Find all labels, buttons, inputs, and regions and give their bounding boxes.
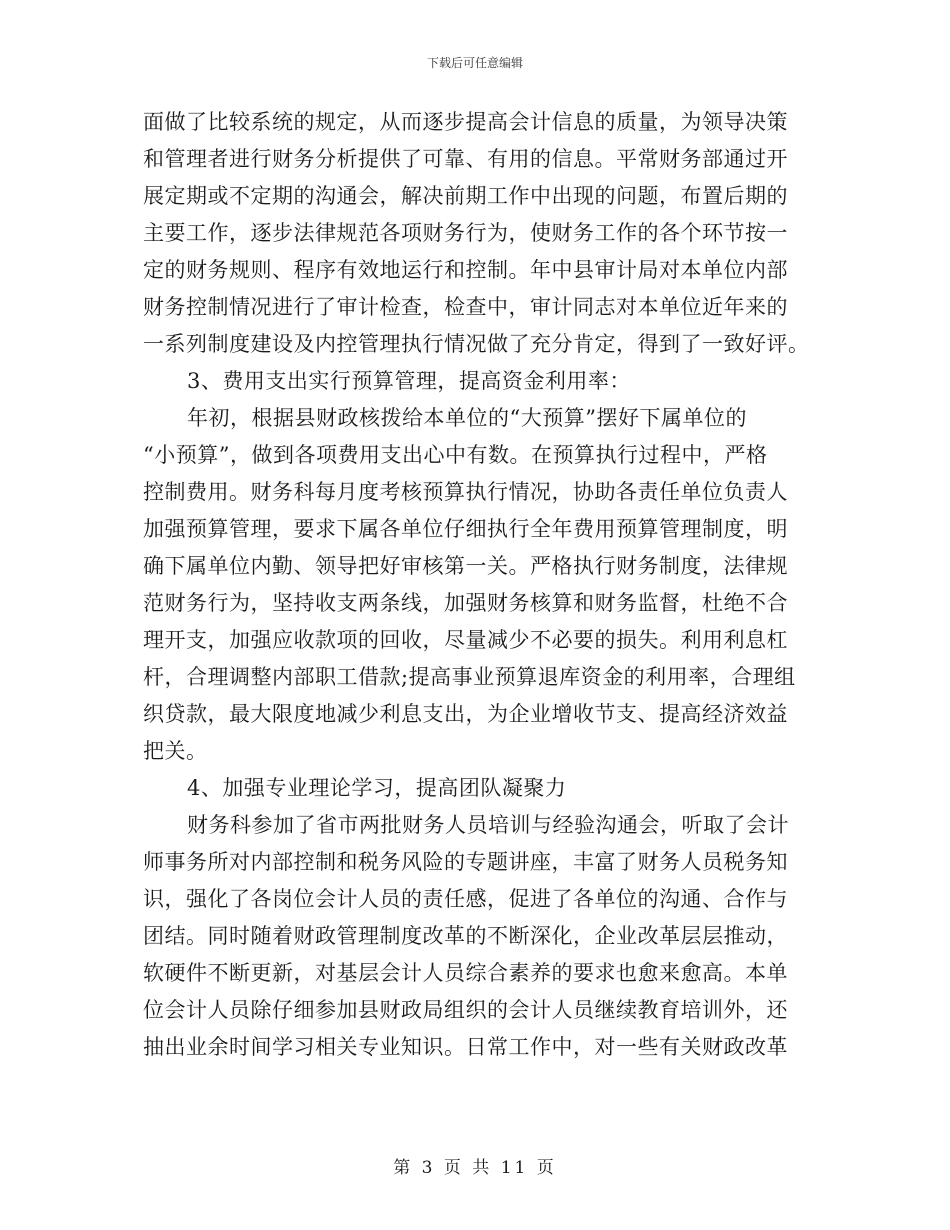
text-line: “小预算”，做到各项费用支出心中有数。在预算执行过程中，严格	[143, 443, 768, 467]
text-line: 财务科参加了省市两批财务人员培训与经验沟通会，听取了会计	[187, 813, 789, 837]
text-line: 范财务行为，坚持收支两条线，加强财务核算和财务监督，杜绝不合	[143, 591, 788, 615]
text-line: 杆，合理调整内部职工借款;提高事业预算退库资金的利用率，合理组	[143, 665, 796, 689]
text-line: 控制费用。财务科每月度考核预算执行情况，协助各责任单位负责人	[143, 480, 788, 504]
text-line: 织贷款，最大限度地减少利息支出，为企业增收节支、提高经济效益	[143, 702, 788, 726]
text-line: 定的财务规则、程序有效地运行和控制。年中县审计局对本单位内部	[143, 258, 788, 282]
page-footer: 第 3 页 共 11 页	[393, 1158, 557, 1178]
text-line: 把关。	[143, 739, 208, 763]
text-line: 面做了比较系统的规定，从而逐步提高会计信息的质量，为领导决策	[143, 110, 788, 134]
text-line: 软硬件不断更新，对基层会计人员综合素养的要求也愈来愈高。本单	[143, 961, 788, 985]
text-line: 和管理者进行财务分析提供了可靠、有用的信息。平常财务部通过开	[143, 147, 788, 171]
text-line: 位会计人员除仔细参加县财政局组织的会计人员继续教育培训外，还	[143, 998, 788, 1022]
text-line: 抽出业余时间学习相关专业知识。日常工作中，对一些有关财政改革	[143, 1035, 788, 1059]
text-line: 4、加强专业理论学习，提高团队凝聚力	[187, 776, 567, 800]
text-line: 展定期或不定期的沟通会，解决前期工作中出现的问题，布置后期的	[143, 184, 788, 208]
text-line: 3、费用支出实行预算管理，提高资金利用率：	[187, 369, 631, 393]
text-line: 加强预算管理，要求下属各单位仔细执行全年费用预算管理制度，明	[143, 517, 788, 541]
text-line: 年初，根据县财政核拨给本单位的“大预算”摆好下属单位的	[187, 406, 747, 430]
text-line: 财务控制情况进行了审计检查，检查中，审计同志对本单位近年来的	[143, 295, 788, 319]
text-line: 识，强化了各岗位会计人员的责任感，促进了各单位的沟通、合作与	[143, 887, 788, 911]
page-header: 下载后可任意编辑	[426, 56, 523, 70]
body-text	[143, 104, 808, 1066]
text-line: 团结。同时随着财政管理制度改革的不断深化，企业改革层层推动，	[143, 924, 788, 948]
text-line: 师事务所对内部控制和税务风险的专题讲座，丰富了财务人员税务知	[143, 850, 788, 874]
text-line: 主要工作，逐步法律规范各项财务行为，使财务工作的各个环节按一	[143, 221, 788, 245]
text-line: 理开支，加强应收款项的回收，尽量减少不必要的损失。利用利息杠	[143, 628, 788, 652]
text-line: 确下属单位内勤、领导把好审核第一关。严格执行财务制度，法律规	[143, 554, 788, 578]
text-line: 一系列制度建设及内控管理执行情况做了充分肯定，得到了一致好评。	[143, 332, 810, 356]
